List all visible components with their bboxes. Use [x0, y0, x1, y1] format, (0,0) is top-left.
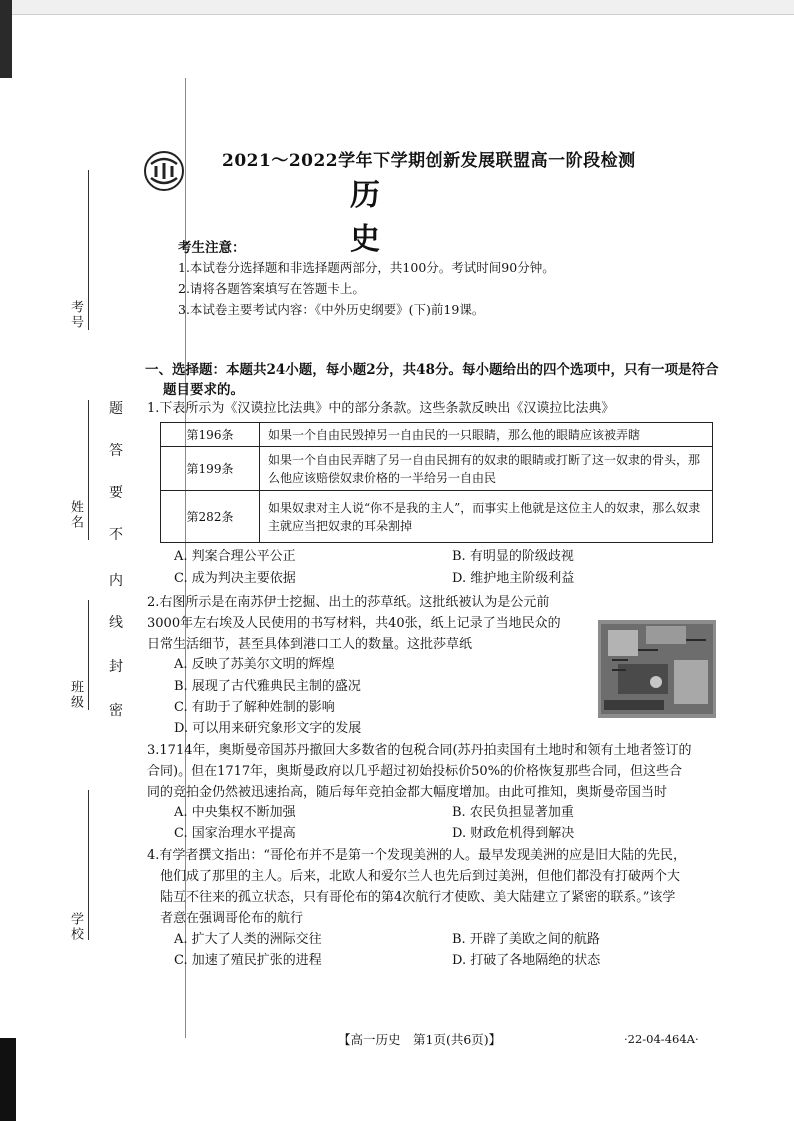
option-c: C. 成为判决主要依据 — [174, 571, 296, 586]
article-cell: 第196条 — [161, 423, 260, 447]
option-c: C. 有助于了解种姓制的影响 — [174, 700, 335, 715]
option-d: D. 可以用来研究象形文字的发展 — [174, 721, 362, 736]
stem-line: 他们成了那里的主人。后来，北欧人和爱尔兰人也先后到过美洲，但他们都没有打破两个大 — [160, 869, 681, 884]
name-label: 姓名 — [68, 500, 83, 530]
question-2-stem — [147, 592, 597, 655]
content-cell: 如果奴隶对主人说“你不是我的主人”，而事实上他就是这位主人的奴隶，那么奴隶主就应当把奴隶的耳朵割掉 — [260, 491, 713, 543]
name-line — [88, 400, 89, 540]
papyrus-image — [598, 620, 716, 718]
notice-item: 3.本试卷主要考试内容：《中外历史纲要》(下)前19课。 — [178, 302, 485, 317]
scan-top-edge — [0, 0, 794, 15]
seal-char: 封 — [109, 659, 123, 675]
option-a: A. 扩大了人类的洲际交往 — [174, 932, 322, 947]
option-a: A. 中央集权不断加强 — [174, 805, 296, 820]
exam-no-line — [88, 170, 89, 330]
option-b: B. 农民负担显著加重 — [452, 805, 574, 820]
content-cell: 如果一个自由民弄瞎了另一自由民拥有的奴隶的眼睛或打断了这一奴隶的骨头，那么他应该赔偿奴隶价格的一半给另一自由民 — [260, 447, 713, 491]
question-4-stem — [147, 845, 722, 929]
seal-char: 密 — [109, 703, 123, 719]
school-line — [88, 790, 89, 940]
option-a: A. 判案合理公平公正 — [174, 549, 296, 564]
article-cell: 第199条 — [161, 447, 260, 491]
exam-no-label: 考号 — [68, 300, 83, 330]
subject-title: 历史 — [350, 178, 436, 257]
seal-char: 内 — [109, 573, 123, 589]
section-heading-line: 题目要求的。 — [163, 382, 244, 398]
option-b: B. 有明显的阶级歧视 — [452, 549, 574, 564]
section-heading — [145, 360, 725, 400]
option-d: D. 维护地主阶级利益 — [452, 571, 575, 586]
option-b: B. 开辟了美欧之间的航路 — [452, 932, 600, 947]
content-cell: 如果一个自由民毁掉另一自由民的一只眼睛，那么他的眼睛应该被弄瞎 — [260, 423, 713, 447]
law-table — [160, 422, 713, 543]
option-b: B. 展现了古代雅典民主制的盛况 — [174, 679, 361, 694]
stem-line: 4.有学者撰文指出：“哥伦布并不是第一个发现美洲的人。最早发现美洲的应是旧大陆的先民， — [147, 848, 687, 863]
option-c: C. 加速了殖民扩张的进程 — [174, 953, 322, 968]
seal-char: 不 — [109, 527, 123, 543]
school-field — [66, 912, 85, 942]
stem-line: 3000年左右埃及人民使用的书写材料，共40张，纸上记录了当地民众的 — [147, 616, 561, 631]
stem-line: 3.1714年，奥斯曼帝国苏丹撤回大多数省的包税合同(苏丹拍卖国有土地时和领有土地者签订的 — [147, 743, 692, 758]
option-d: D. 财政危机得到解决 — [452, 826, 575, 841]
stem-line: 日常生活细节，甚至具体到港口工人的数量。这批莎草纸 — [147, 637, 473, 652]
option-c: C. 国家治理水平提高 — [174, 826, 296, 841]
class-label: 班级 — [68, 680, 83, 710]
table-row — [161, 423, 713, 447]
stem-line: 同的竞拍金仍然被迅速抬高，随后每年竞拍金都大幅度增加。由此可推知，奥斯曼帝国当时 — [147, 785, 668, 800]
scan-left-edge — [0, 0, 12, 78]
alliance-logo-icon — [143, 150, 185, 192]
class-field — [66, 680, 85, 710]
question-1-stem: 1.下表所示为《汉谟拉比法典》中的部分条款。这些条款反映出《汉谟拉比法典》 — [147, 401, 615, 416]
stem-line: 合同)。但在1717年，奥斯曼政府以几乎超过初始投标价50%的价格恢复那些合同，但这些合 — [147, 764, 683, 779]
scan-bottom-left-edge — [0, 1038, 16, 1121]
notice-item: 2.请将各题答案填写在答题卡上。 — [178, 281, 365, 296]
section-heading-line: 一、选择题：本题共24小题，每小题2分，共48分。每小题给出的四个选项中，只有一项是符合 — [145, 362, 719, 378]
page-footer: 【高一历史 第1页(共6页)】 — [338, 1032, 502, 1047]
seal-char: 线 — [109, 615, 123, 631]
seal-char: 答 — [109, 443, 123, 459]
exam-title: 2021～2022学年下学期创新发展联盟高一阶段检测 — [222, 151, 636, 171]
school-label: 学校 — [68, 912, 83, 942]
exam-no-field — [66, 300, 85, 330]
table-row — [161, 491, 713, 543]
stem-line: 者意在强调哥伦布的航行 — [160, 911, 304, 926]
option-d: D. 打破了各地隔绝的状态 — [452, 953, 601, 968]
class-line — [88, 600, 89, 710]
seal-char: 题 — [109, 401, 123, 417]
option-a: A. 反映了苏美尔文明的辉煌 — [174, 657, 335, 672]
table-row — [161, 447, 713, 491]
stem-line: 陆互不往来的孤立状态，只有哥伦布的第4次航行才使欧、美大陆建立了紧密的联系。”该学 — [160, 890, 676, 905]
seal-char: 要 — [109, 485, 123, 501]
name-field — [66, 500, 85, 530]
article-cell: 第282条 — [161, 491, 260, 543]
stem-line: 2.右图所示是在南苏伊士挖掘、出土的莎草纸。这批纸被认为是公元前 — [147, 595, 550, 610]
exam-code: ·22-04-464A· — [624, 1032, 699, 1046]
question-3-stem — [147, 740, 722, 803]
notice-heading: 考生注意： — [178, 240, 246, 256]
notice-item: 1.本试卷分选择题和非选择题两部分，共100分。考试时间90分钟。 — [178, 260, 555, 275]
